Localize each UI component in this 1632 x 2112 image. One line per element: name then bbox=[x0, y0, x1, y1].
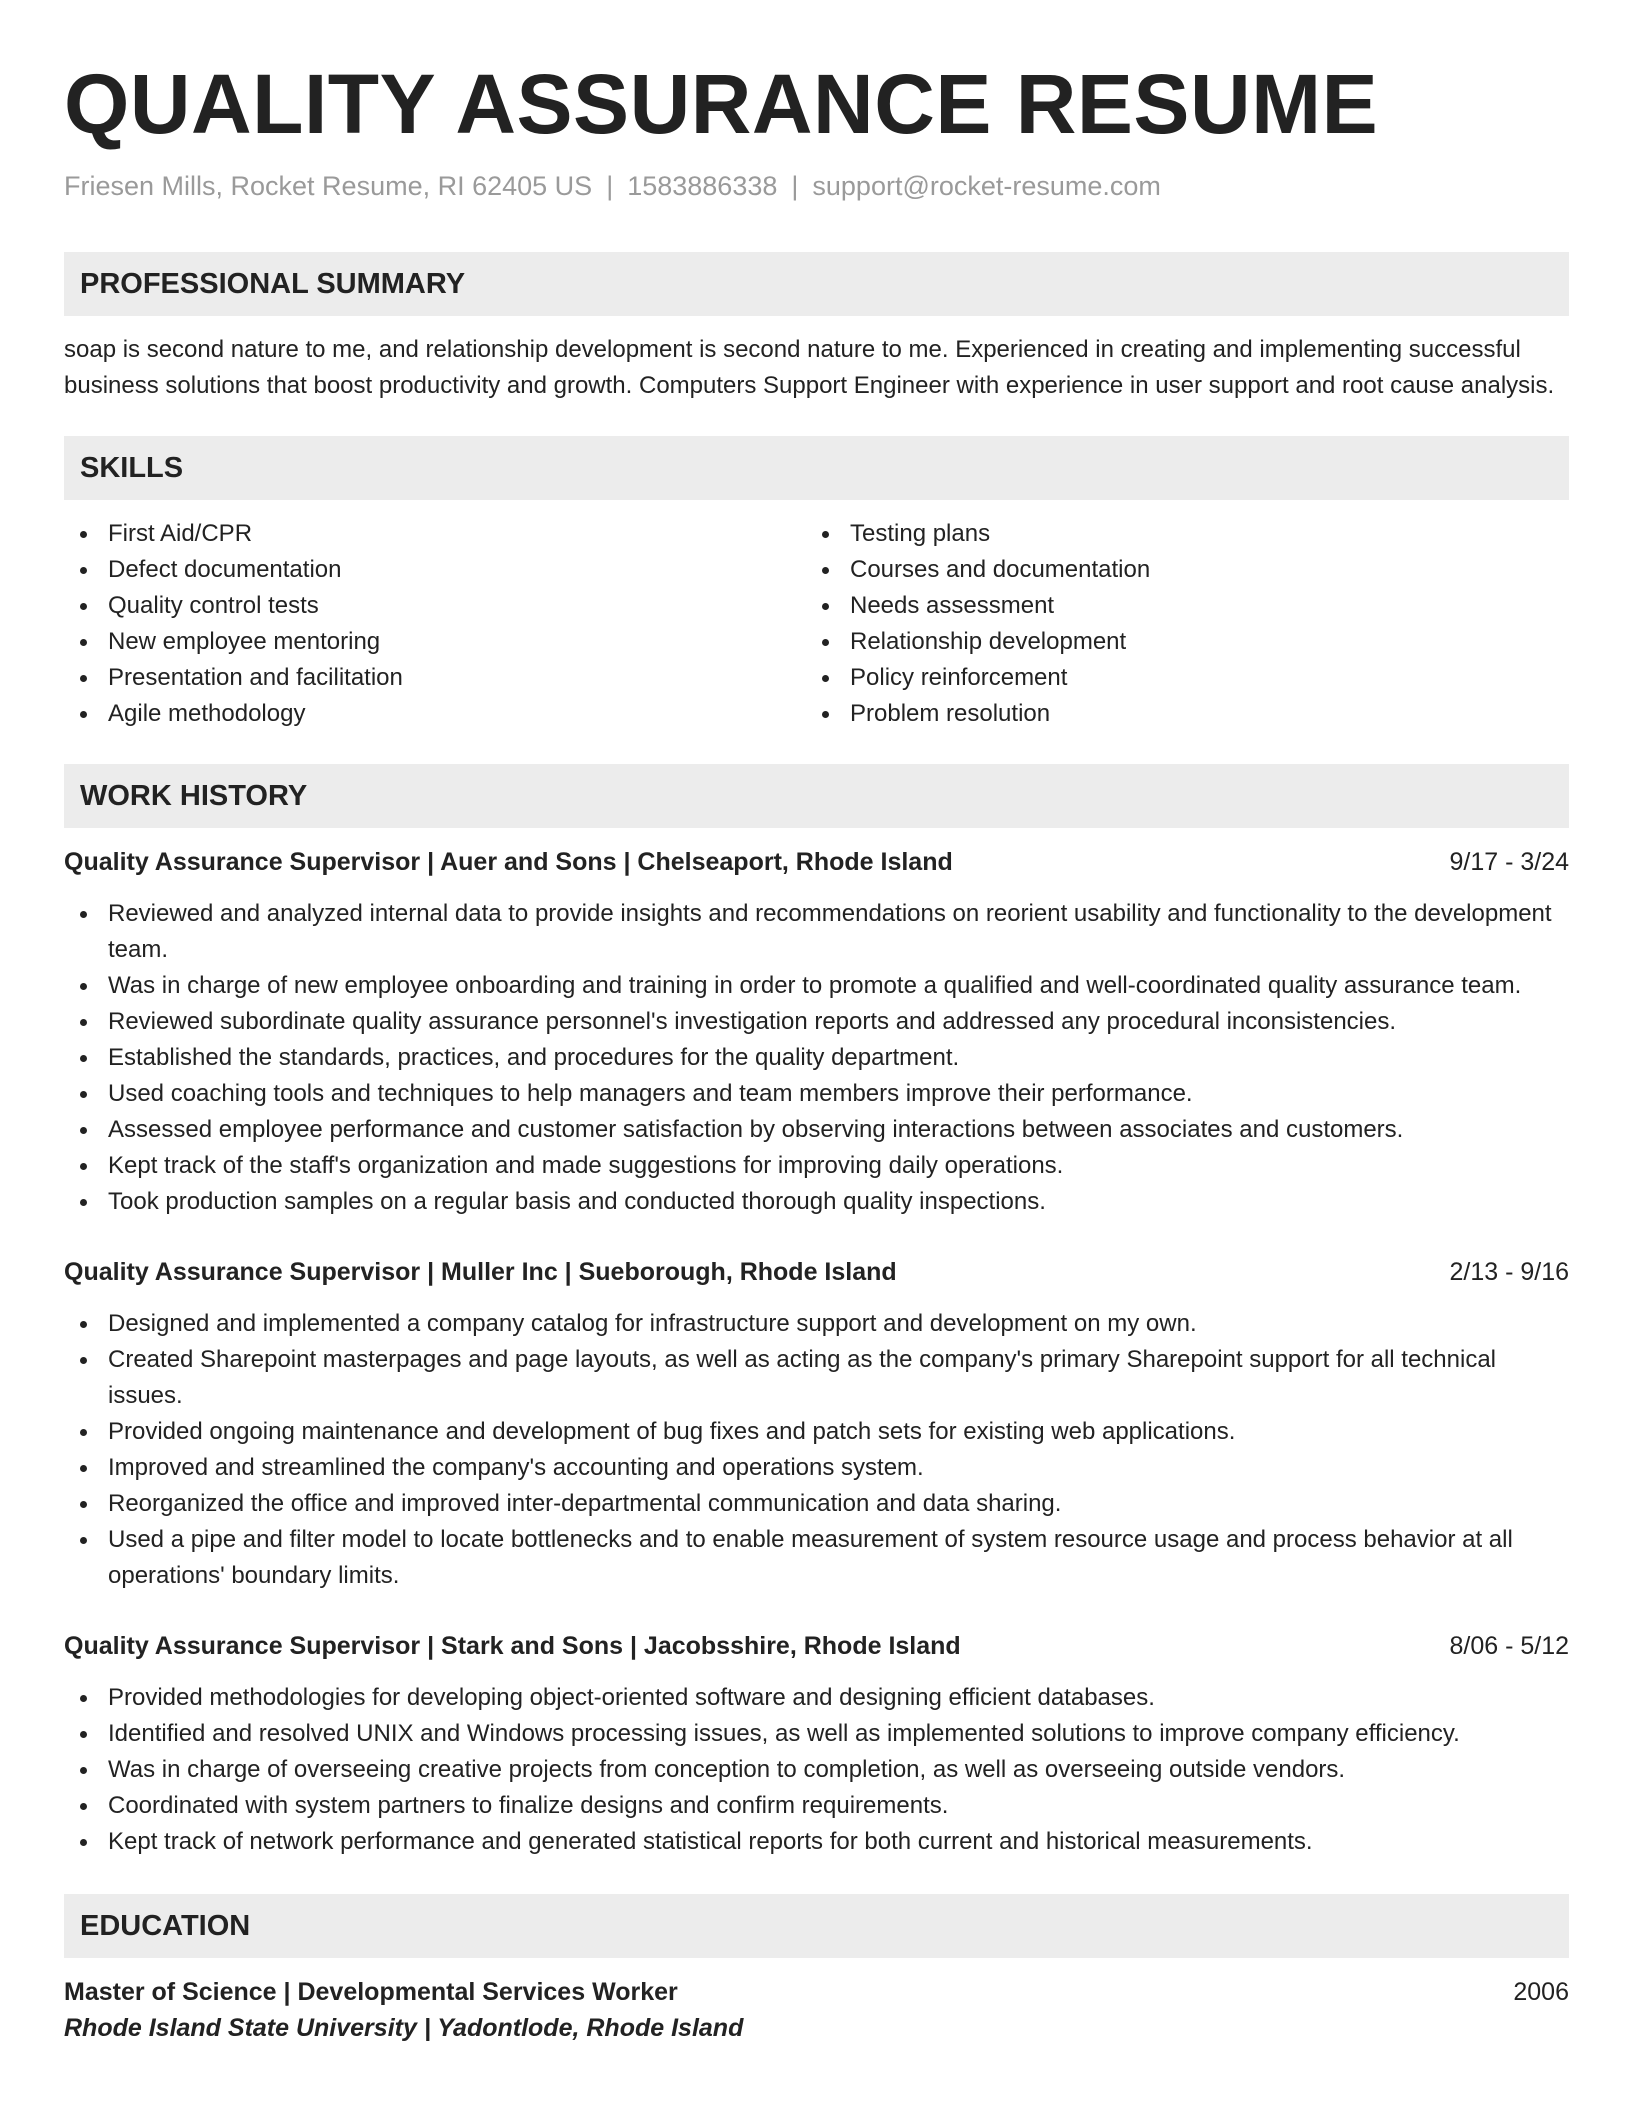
job-bullet: Took production samples on a regular basis and conducted thorough quality inspections. bbox=[64, 1184, 1569, 1220]
contact-email: support@rocket-resume.com bbox=[812, 171, 1161, 201]
job-header bbox=[64, 1628, 1569, 1664]
job-bullet: Designed and implemented a company catalog for infrastructure support and development on my own. bbox=[64, 1306, 1569, 1342]
job-bullet: Was in charge of overseeing creative projects from conception to completion, as well as overseeing outside vendors. bbox=[64, 1752, 1569, 1788]
contact-phone: 1583886338 bbox=[627, 171, 778, 201]
section-header-summary: PROFESSIONAL SUMMARY bbox=[64, 252, 1569, 316]
job-bullet: Created Sharepoint masterpages and page layouts, as well as acting as the company's primary Sharepoint support for all technical issues. bbox=[64, 1342, 1569, 1414]
skill-item: Agile methodology bbox=[64, 696, 806, 732]
job-bullet: Provided methodologies for developing object-oriented software and designing efficient databases. bbox=[64, 1680, 1569, 1716]
job-bullet: Established the standards, practices, and procedures for the quality department. bbox=[64, 1040, 1569, 1076]
skills-list bbox=[64, 516, 1569, 732]
job-bullet: Was in charge of new employee onboarding and training in order to promote a qualified and well-coordinated quality assurance team. bbox=[64, 968, 1569, 1004]
job-bullets bbox=[64, 1306, 1569, 1594]
job-entry bbox=[64, 1254, 1569, 1594]
job-bullet: Kept track of the staff's organization and made suggestions for improving daily operations. bbox=[64, 1148, 1569, 1184]
summary-text: soap is second nature to me, and relationship development is second nature to me. Experienced in creating and implementing successful business solutions that boost productivity and growth. Computers Support Engineer with experience in user support and root cause analysis. bbox=[64, 336, 1555, 399]
skills-column-left bbox=[64, 516, 806, 732]
contact-address: Friesen Mills, Rocket Resume, RI 62405 US bbox=[64, 171, 593, 201]
skill-item: Defect documentation bbox=[64, 552, 806, 588]
skill-item: Needs assessment bbox=[806, 588, 1548, 624]
job-title: Quality Assurance Supervisor | Auer and Sons | Chelseaport, Rhode Island bbox=[64, 848, 953, 876]
section-header-skills: SKILLS bbox=[64, 436, 1569, 500]
section-header-work-history: WORK HISTORY bbox=[64, 764, 1569, 828]
skill-item: Testing plans bbox=[806, 516, 1548, 552]
job-bullet: Provided ongoing maintenance and development of bug fixes and patch sets for existing web applications. bbox=[64, 1414, 1569, 1450]
education-year: 2006 bbox=[1513, 1978, 1569, 2006]
job-bullet: Reviewed and analyzed internal data to provide insights and recommendations on reorient usability and functionality to the development team. bbox=[64, 896, 1569, 968]
resume-page bbox=[64, 0, 1569, 2046]
contact-separator: | bbox=[606, 171, 614, 201]
section-header-education: EDUCATION bbox=[64, 1894, 1569, 1958]
job-bullet: Used coaching tools and techniques to help managers and team members improve their performance. bbox=[64, 1076, 1569, 1112]
skill-item: Presentation and facilitation bbox=[64, 660, 806, 696]
job-dates: 8/06 - 5/12 bbox=[1449, 1632, 1569, 1660]
job-entry bbox=[64, 1628, 1569, 1860]
job-title: Quality Assurance Supervisor | Stark and Sons | Jacobsshire, Rhode Island bbox=[64, 1632, 961, 1660]
job-entry bbox=[64, 844, 1569, 1220]
education-header bbox=[64, 1974, 1569, 2010]
skill-item: First Aid/CPR bbox=[64, 516, 806, 552]
skill-item: Problem resolution bbox=[806, 696, 1548, 732]
skill-item: Policy reinforcement bbox=[806, 660, 1548, 696]
education-school: Rhode Island State University | Yadontlode, Rhode Island bbox=[64, 2014, 744, 2042]
job-bullet: Identified and resolved UNIX and Windows processing issues, as well as implemented solutions to improve company efficiency. bbox=[64, 1716, 1569, 1752]
education-entry bbox=[64, 1974, 1569, 2046]
education-degree: Master of Science | Developmental Services Worker bbox=[64, 1978, 678, 2006]
job-bullet: Coordinated with system partners to finalize designs and confirm requirements. bbox=[64, 1788, 1569, 1824]
job-bullet: Kept track of network performance and generated statistical reports for both current and historical measurements. bbox=[64, 1824, 1569, 1860]
skills-column-right bbox=[806, 516, 1548, 732]
contact-separator: | bbox=[791, 171, 799, 201]
resume-title: QUALITY ASSURANCE RESUME bbox=[64, 57, 1379, 151]
job-header bbox=[64, 1254, 1569, 1290]
job-bullet: Reorganized the office and improved inter-departmental communication and data sharing. bbox=[64, 1486, 1569, 1522]
job-header bbox=[64, 844, 1569, 880]
skill-item: Quality control tests bbox=[64, 588, 806, 624]
skill-item: Relationship development bbox=[806, 624, 1548, 660]
job-bullets bbox=[64, 896, 1569, 1220]
contact-line bbox=[64, 170, 1569, 202]
job-bullet: Assessed employee performance and customer satisfaction by observing interactions between associates and customers. bbox=[64, 1112, 1569, 1148]
job-bullet: Improved and streamlined the company's accounting and operations system. bbox=[64, 1450, 1569, 1486]
job-bullet: Reviewed subordinate quality assurance personnel's investigation reports and addressed any procedural inconsistencies. bbox=[64, 1004, 1569, 1040]
job-bullets bbox=[64, 1680, 1569, 1860]
skill-item: New employee mentoring bbox=[64, 624, 806, 660]
skill-item: Courses and documentation bbox=[806, 552, 1548, 588]
job-dates: 2/13 - 9/16 bbox=[1449, 1258, 1569, 1286]
job-bullet: Used a pipe and filter model to locate bottlenecks and to enable measurement of system resource usage and process behavior at all operations' boundary limits. bbox=[64, 1522, 1569, 1594]
job-dates: 9/17 - 3/24 bbox=[1449, 848, 1569, 876]
job-title: Quality Assurance Supervisor | Muller Inc | Sueborough, Rhode Island bbox=[64, 1258, 897, 1286]
